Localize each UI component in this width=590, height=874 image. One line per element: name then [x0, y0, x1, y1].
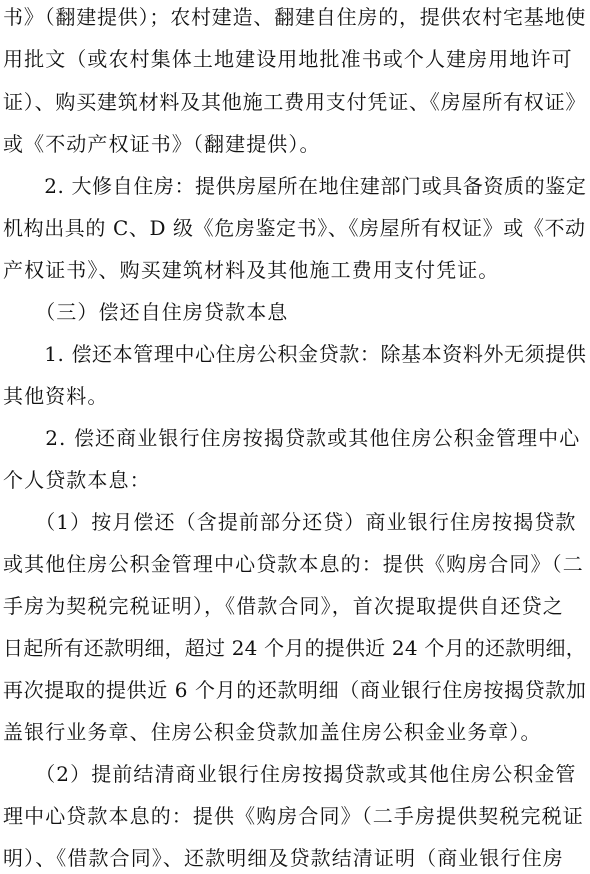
text-line: 书》（翻建提供）；农村建造、翻建自住房的，提供农村宅基地使 — [3, 5, 587, 29]
text-line: 手房为契税完税证明），《借款合同》，首次提取提供自还贷之 — [3, 594, 564, 618]
text-line: 证）、购买建筑材料及其他施工费用支付凭证、《房屋所有权证》 — [3, 90, 587, 114]
text-line: 或其他住房公积金管理中心贷款本息的：提供《购房合同》（二 — [3, 552, 584, 576]
text-line: 2. 大修自住房：提供房屋所在地住建部门或具备资质的鉴定 — [3, 174, 587, 198]
text-line: 1. 偿还本管理中心住房公积金贷款：除基本资料外无须提供 — [3, 342, 587, 366]
text-line: 产权证书》、购买建筑材料及其他施工费用支付凭证。 — [3, 258, 500, 282]
text-line: 盖银行业务章、住房公积金贷款加盖住房公积金业务章）。 — [3, 720, 542, 744]
section-heading: （三）偿还自住房贷款本息 — [3, 300, 289, 324]
text-line: 日起所有还款明细，超过 24 个月的提供近 24 个月的还款明细， — [3, 636, 586, 660]
text-line: 个人贷款本息： — [3, 468, 151, 492]
text-line: 2. 偿还商业银行住房按揭贷款或其他住房公积金管理中心 — [3, 426, 581, 450]
text-line: 机构出具的 C、D 级《危房鉴定书》、《房屋所有权证》或《不动 — [3, 216, 586, 240]
text-line: 理中心贷款本息的：提供《购房合同》（二手房提供契税完税证 — [3, 804, 584, 828]
text-line: （1）按月偿还（含提前部分还贷）商业银行住房按揭贷款 — [3, 510, 577, 534]
text-line: 再次提取的提供近 6 个月的还款明细（商业银行住房按揭贷款加 — [3, 678, 587, 702]
text-line: 明）、《借款合同》、还款明细及贷款结清证明（商业银行住房 — [3, 846, 564, 870]
text-line: 或《不动产权证书》（翻建提供）。 — [3, 132, 321, 156]
text-line: 用批文（或农村集体土地建设用地批准书或个人建房用地许可 — [3, 47, 573, 71]
text-line: 其他资料。 — [3, 384, 109, 408]
text-line: （2）提前结清商业银行住房按揭贷款或其他住房公积金管 — [3, 762, 577, 786]
